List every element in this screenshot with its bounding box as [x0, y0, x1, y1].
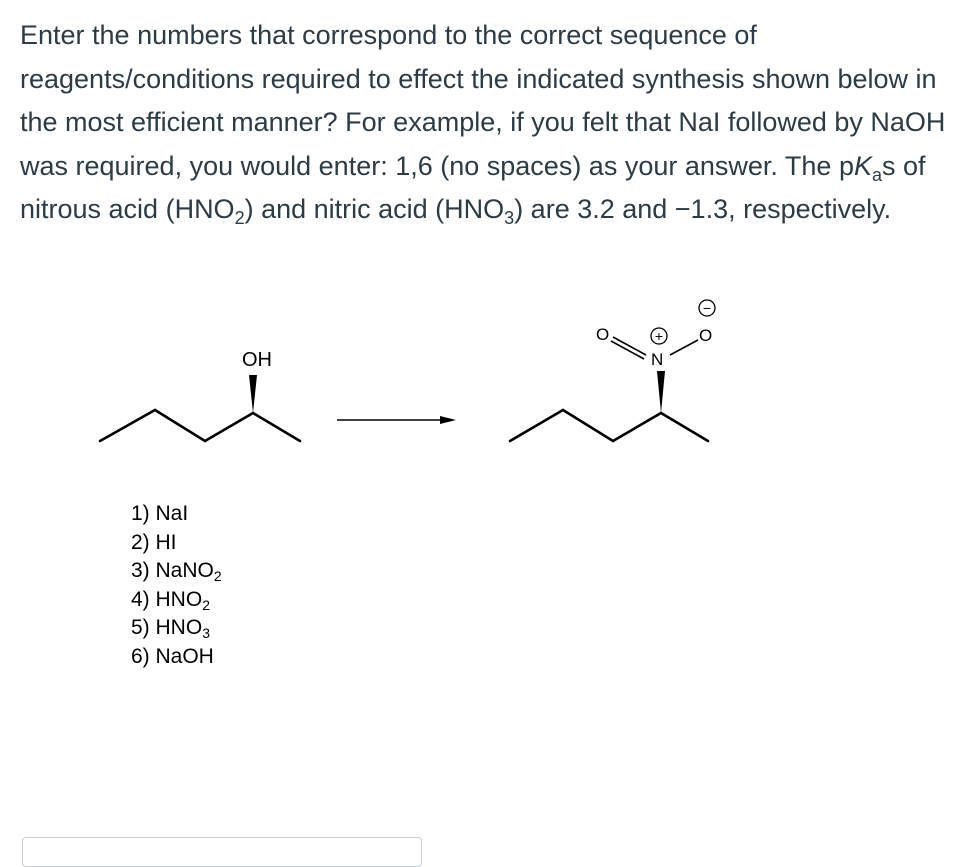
- reactant-wedge-bond: [249, 375, 257, 413]
- question-part-2: s of nitrous acid (HNO: [20, 150, 926, 224]
- pk-k: K: [853, 150, 872, 181]
- reactant-structure: [100, 410, 300, 441]
- reactant-oh-label: OH: [242, 349, 272, 371]
- n-o-double-bond: [611, 337, 646, 359]
- reagent-list: [131, 500, 222, 672]
- minus-charge-sign: −: [702, 300, 712, 316]
- question-text: [20, 14, 950, 232]
- product-structure: [510, 410, 708, 441]
- reagent-item: 3) NaNO$_2$: [131, 559, 222, 585]
- reagent-item: 5) $HNO_3$: [131, 616, 210, 642]
- reagent-item: 1) NaI: [131, 502, 189, 525]
- hno2-subscript: 2: [234, 208, 245, 228]
- question-part-4: ) are 3.2 and −1.3, respectively.: [514, 194, 892, 224]
- plus-charge-sign: +: [654, 328, 664, 344]
- question-part-1: Enter the numbers that correspond to the correct sequence of reagents/conditions required to effect the indicated synthesis shown below in the most efficient manner? For example, if you felt that NaI followed by NaOH was required, you would enter: 1,6 (no spaces) as your answer. The p: [20, 20, 946, 181]
- product-n-label: N: [651, 350, 664, 369]
- question-part-3: ) and nitric acid (HNO: [244, 194, 505, 224]
- product-o-single-label: O: [699, 326, 713, 345]
- reaction-arrow-head: [440, 416, 456, 424]
- reagent-item: 6) NaOH: [131, 644, 214, 668]
- reagent-item: 2) HI: [131, 530, 177, 554]
- n-o-single-bond: [670, 340, 698, 355]
- product-wedge-bond: [657, 371, 665, 413]
- pk-a-subscript: a: [871, 164, 882, 185]
- reaction-scheme: [0, 280, 958, 480]
- reagent-item: 4) $HNO_2$: [131, 587, 210, 613]
- hno3-subscript: 3: [504, 208, 515, 228]
- product-o-double-label: O: [596, 325, 610, 344]
- answer-input[interactable]: [22, 837, 422, 867]
